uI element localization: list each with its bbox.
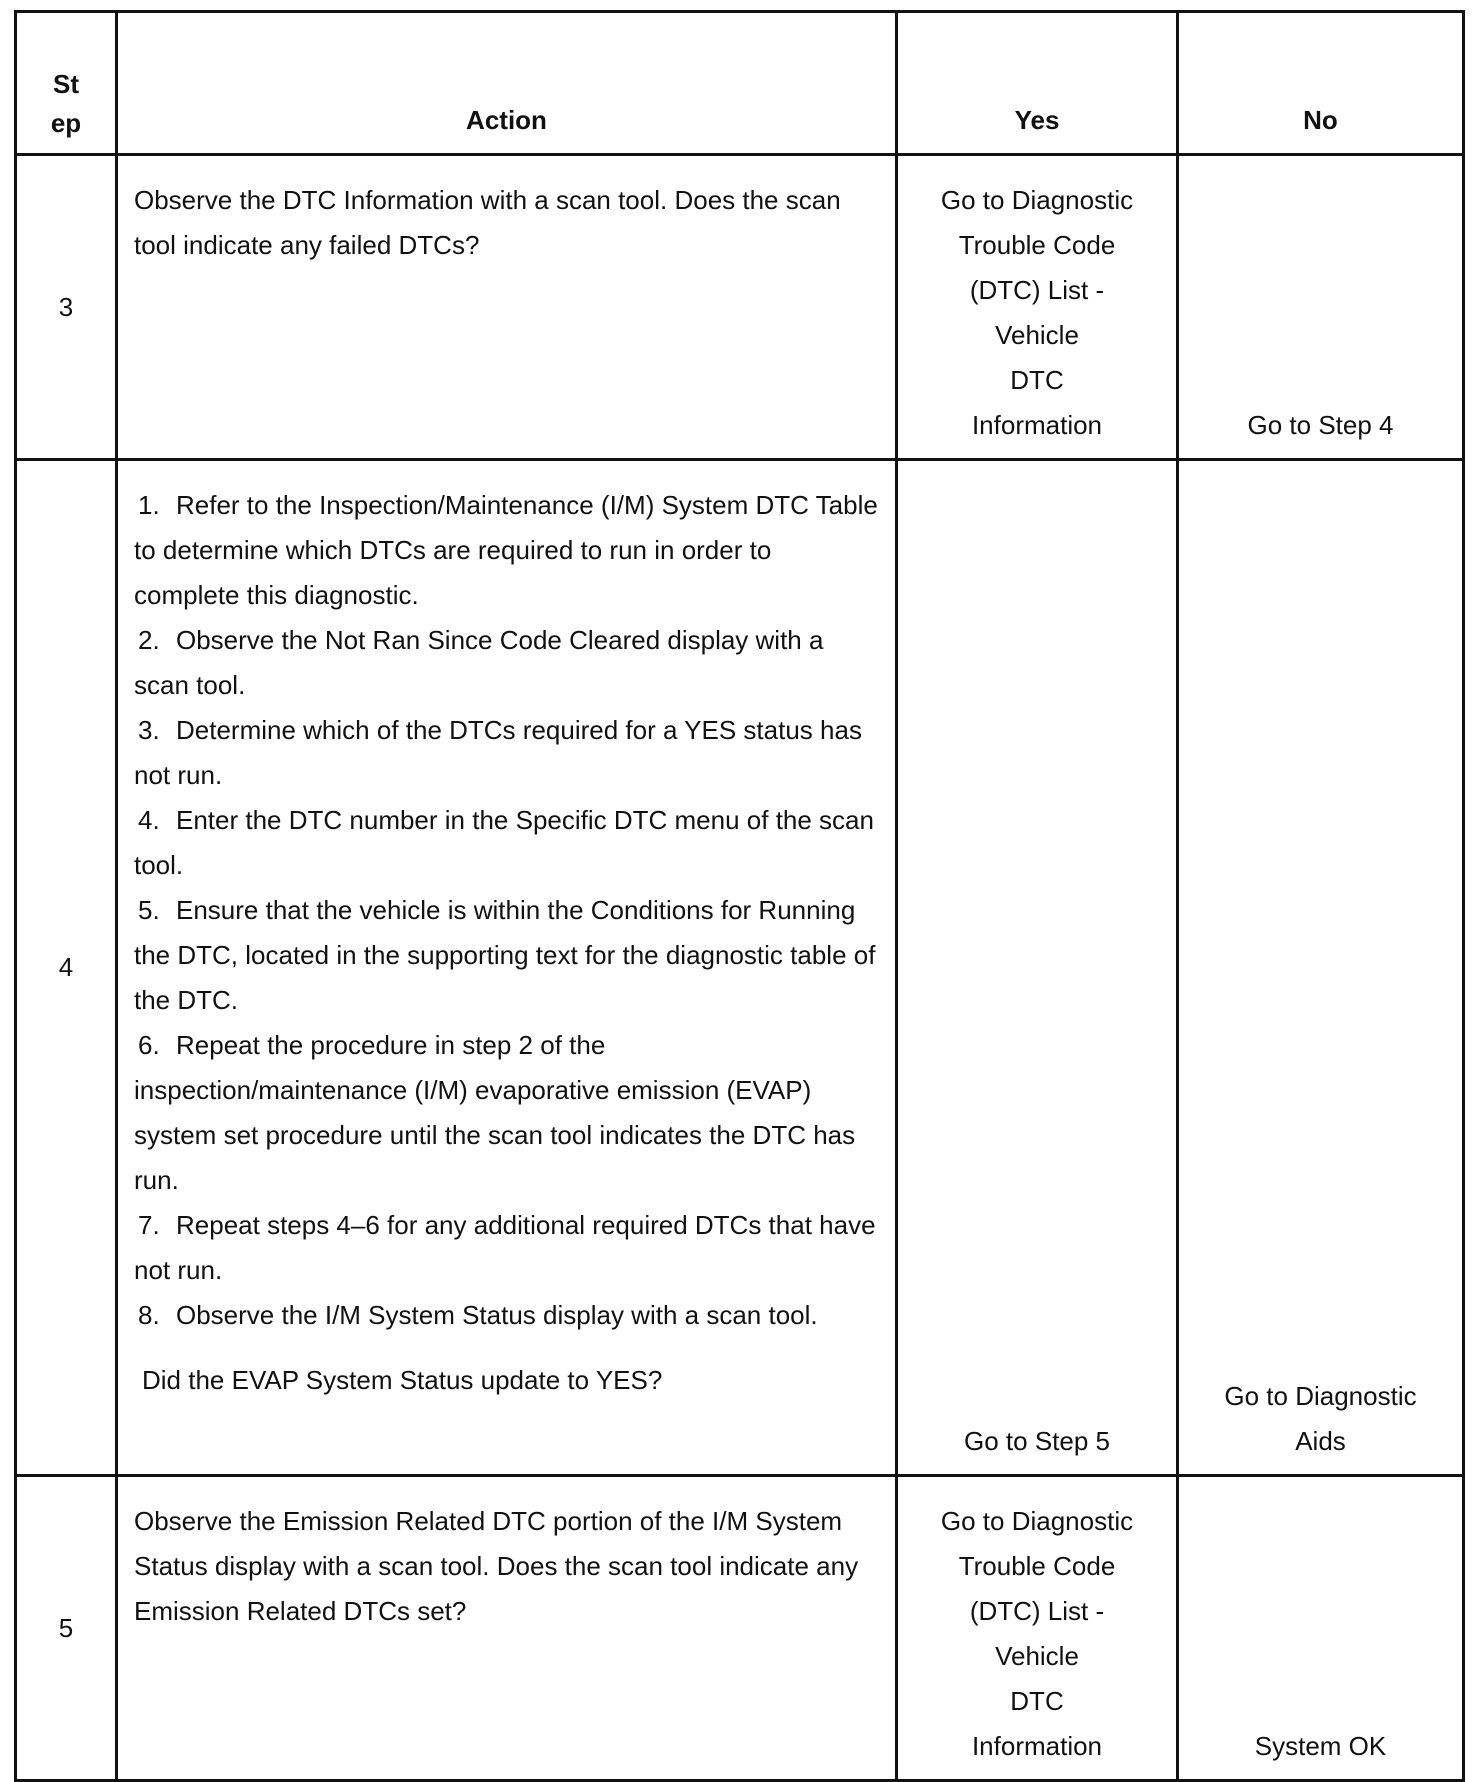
procedure-step xyxy=(134,708,883,798)
step-num: 6. xyxy=(138,1030,160,1060)
step-text: Refer to the Inspection/Maintenance (I/M) System DTC Table to determine which DTCs are required to run in order to complete this diagnostic. xyxy=(134,490,878,610)
yes-line: Go to Diagnostic xyxy=(940,1506,1134,1536)
procedure-step xyxy=(134,1023,883,1203)
no-result: System OK xyxy=(1178,1476,1464,1781)
header-step xyxy=(16,12,117,155)
table-row xyxy=(16,155,1464,460)
step-text: Ensure that the vehicle is within the Conditions for Running the DTC, located in the supporting text for the diagnostic table of the DTC. xyxy=(134,895,876,1015)
no-line: Go to Diagnostic xyxy=(1224,1381,1417,1411)
yes-line: Trouble Code xyxy=(958,230,1116,260)
header-no: No xyxy=(1178,12,1464,155)
step-text: Repeat the procedure in step 2 of the inspection/maintenance (I/M) evaporative emission (EVAP) system set procedure until the scan tool indicates the DTC has run. xyxy=(134,1030,856,1195)
no-line: Aids xyxy=(1295,1426,1346,1456)
action-text: Observe the DTC Information with a scan tool. Does the scan tool indicate any failed DTCs? xyxy=(117,155,897,460)
yes-line: DTC xyxy=(1010,1686,1064,1716)
header-row xyxy=(16,12,1464,155)
yes-line: Go to Diagnostic xyxy=(940,185,1134,215)
step-number: 5 xyxy=(16,1476,117,1781)
yes-line: Vehicle xyxy=(995,320,1079,350)
yes-line: (DTC) List - xyxy=(969,275,1105,305)
yes-line: Information xyxy=(971,410,1103,440)
step-num: 2. xyxy=(138,625,160,655)
yes-line: Vehicle xyxy=(995,1641,1079,1671)
no-result xyxy=(1178,460,1464,1476)
yes-line: Information xyxy=(971,1731,1103,1761)
yes-line: (DTC) List - xyxy=(969,1596,1105,1626)
table-row xyxy=(16,460,1464,1476)
header-action: Action xyxy=(117,12,897,155)
step-text: Determine which of the DTCs required for a YES status has not run. xyxy=(134,715,862,790)
yes-line: Trouble Code xyxy=(958,1551,1116,1581)
step-number: 3 xyxy=(16,155,117,460)
step-num: 4. xyxy=(138,805,160,835)
action-text: Observe the Emission Related DTC portion of the I/M System Status display with a scan tool. Does the scan tool indicate any Emission Related DTCs set? xyxy=(117,1476,897,1781)
step-text: Observe the Not Ran Since Code Cleared display with a scan tool. xyxy=(134,625,824,700)
step-text: Repeat steps 4–6 for any additional required DTCs that have not run. xyxy=(134,1210,876,1285)
procedure-step xyxy=(134,798,883,888)
diagnostic-table xyxy=(14,10,1465,1782)
step-text: Enter the DTC number in the Specific DTC menu of the scan tool. xyxy=(134,805,874,880)
yes-line: DTC xyxy=(1010,365,1064,395)
action-steps xyxy=(117,460,897,1476)
table-row xyxy=(16,1476,1464,1781)
header-step-line: St xyxy=(53,69,79,99)
step-num: 5. xyxy=(138,895,160,925)
step-num: 1. xyxy=(138,490,160,520)
no-result: Go to Step 4 xyxy=(1178,155,1464,460)
yes-result: Go to Step 5 xyxy=(897,460,1178,1476)
step-number: 4 xyxy=(16,460,117,1476)
header-step-line: ep xyxy=(50,108,82,138)
procedure-step xyxy=(134,1203,883,1293)
procedure-step xyxy=(134,483,883,618)
procedure-step xyxy=(134,888,883,1023)
step-num: 8. xyxy=(138,1300,160,1330)
yes-result xyxy=(897,1476,1178,1781)
procedure-list xyxy=(134,483,883,1338)
header-yes: Yes xyxy=(897,12,1178,155)
yes-result xyxy=(897,155,1178,460)
procedure-step xyxy=(134,618,883,708)
step-num: 3. xyxy=(138,715,160,745)
step-text: Observe the I/M System Status display with a scan tool. xyxy=(176,1300,818,1330)
procedure-step xyxy=(134,1293,883,1338)
step-num: 7. xyxy=(138,1210,160,1240)
question-text: Did the EVAP System Status update to YES? xyxy=(142,1365,663,1395)
